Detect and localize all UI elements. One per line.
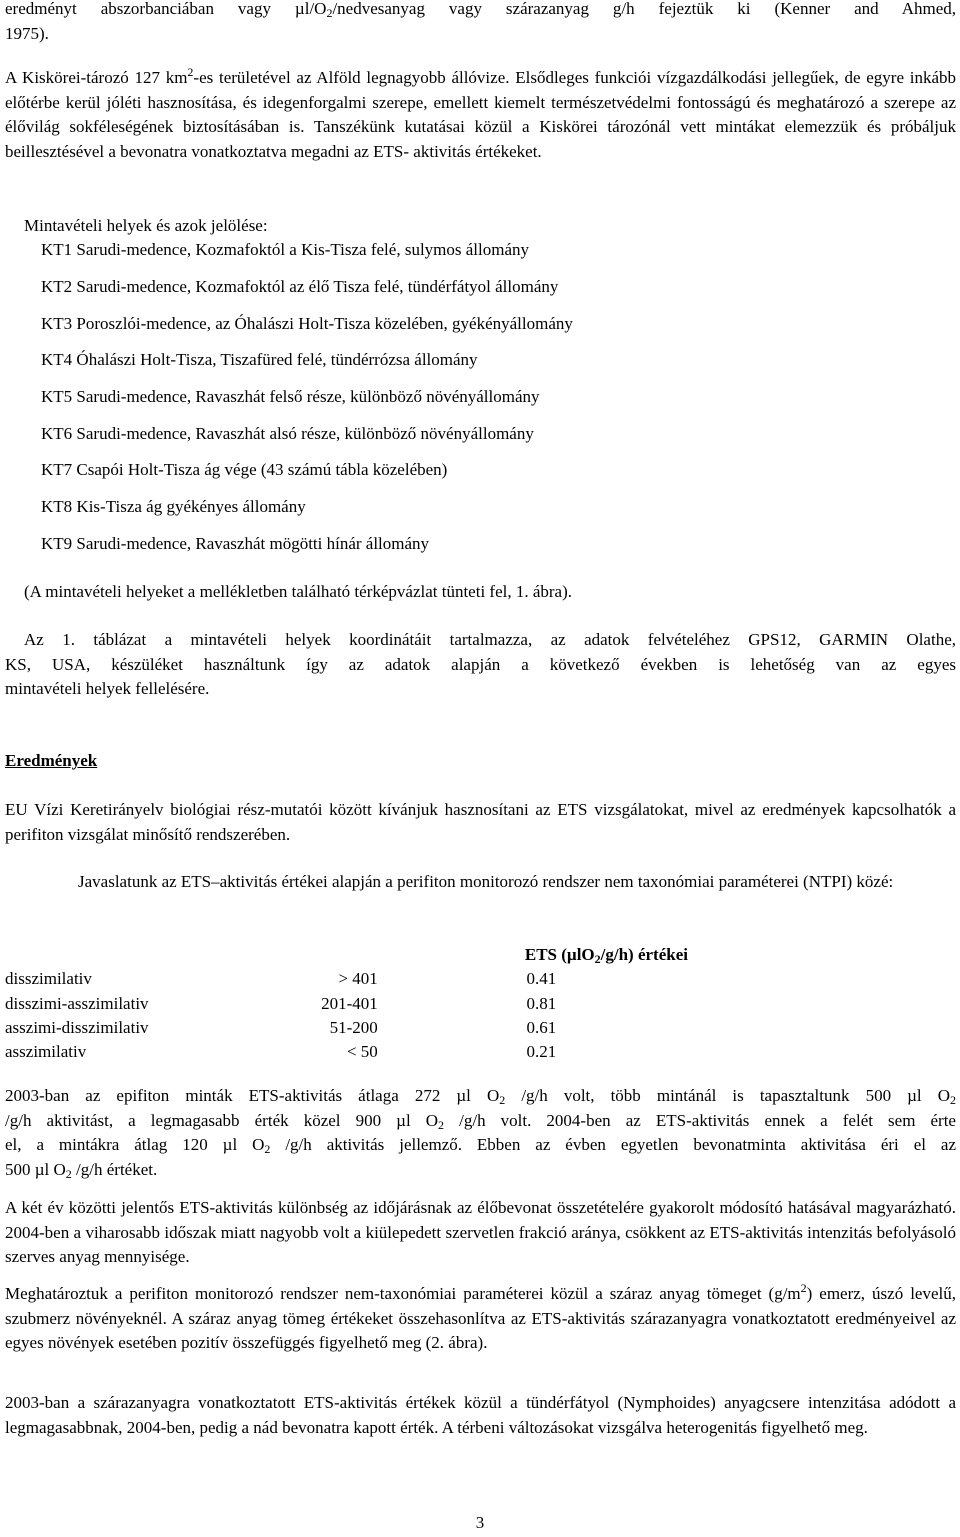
eu-paragraph: EU Vízi Keretirányelv biológiai rész-mutatói között kívánjuk hasznosítani az ETS vizsgálatokat, mivel az eredmények kapcsolhatók a perifiton vizsgálat minősítő rendszerében. [5,800,956,844]
table-cell-label: asszimilativ [5,1042,87,1062]
site-item-kt8: KT8 Kis-Tisza ág gyékényes állomány [41,497,306,516]
ets-table [5,943,705,1064]
site-item-kt7: KT7 Csapói Holt-Tisza ág vége (43 számú tábla közelében) [41,460,448,479]
table-cell-value: 0.21 [526,1042,557,1062]
site-item-kt4: KT4 Óhalászi Holt-Tisza, Tiszafüred felé, tündérrózsa állomány [41,350,478,369]
table-cell-label: asszimi-disszimilativ [5,1017,149,1037]
table-cell-range: > 401 [338,969,378,989]
section-heading: Eredmények [5,751,98,770]
site-item-kt5: KT5 Sarudi-medence, Ravaszhát felső része, különböző növényállomány [41,387,540,406]
table-row [5,1016,705,1040]
table-header: ETS (µlO$_2$/g/h) értékei [524,945,688,966]
site-item-kt3: KT3 Poroszlói-medence, az Óhalászi Holt-Tisza közelében, gyékényállomány [41,314,573,333]
table-cell-range: < 50 [346,1042,378,1062]
table-header-row [5,943,705,967]
continuation-paragraph [5,0,956,46]
text-line: el, a mintákra átlag 120 µl $O_2$ /g/h aktivitás jellemző. Ebben az évben egyetlen bevonatminta aktivitása éri el az [5,1135,956,1156]
table-cell-value: 0.41 [526,969,557,989]
table-row [5,967,705,991]
table-cell-value: 0.81 [526,993,557,1013]
page-number: 3 [475,1513,485,1532]
text-line: /g/h aktivitást, a legmagasabb érték közel 900 µl $O_2$ /g/h volt. 2004-ben az ETS-aktivitás ennek a felét sem érte [5,1110,956,1132]
sites-note: (A mintavételi helyeket a mellékletben található térképvázlat tünteti fel, 1. ábra). [24,582,573,601]
difference-paragraph: A két év közötti jelentős ETS-aktivitás különbség az időjárásnak az élőbevonat összetételére gyakorolt módosító hatásával magyarázható. 2004-ben a viharosabb időszak miatt nagyobb volt a kiülepedett szervetlen frakció aránya, csökkent az ETS-aktivitás intenzitás befolyásoló szerves anyag mennyisége. [5,1198,956,1266]
site-item-kt9: KT9 Sarudi-medence, Ravaszhát mögötti hínár állomány [41,534,430,553]
proposal-paragraph: Javaslatunk az ETS–aktivitás értékei alapján a perifiton monitorozó rendszer nem taxonómiai paraméterei (NTPI) közé: [78,872,894,891]
text-line: 2003-ban az epifiton minták ETS-aktivitás átlaga 272 µl $O_2$ /g/h volt, több mintánál is tapasztaltunk 500 µl $O_2$ [5,1086,956,1107]
table-cell-label: disszimi-asszimilativ [5,993,149,1013]
text-line: mintavételi helyek fellelésére. [5,679,210,698]
text-line: KS, USA, készüléket használtunk így az adatok alapján a következő években is lehetőség van az egyes [5,654,956,674]
text-line: eredményt abszorbanciában vagy $\mu l/O_2$/nedvesanyag vagy szárazanyag g/h fejeztük ki (Kenner and Ahmed, [5,0,956,20]
dry-matter-paragraph: Meghatároztuk a perifiton monitorozó rendszer nem-taxonómiai paraméterei közül a száraz anyag tömeget $(g/m^2)$ emerz, úszó levelű, szubmerz növényeknél. A száraz anyag tömeg értékeket összehasonlítva az ETS-aktivitás szárazanyagra vonatkoztatott eredményeivel az egyes növények esetében pozitív összefüggés figyelhető meg (2. ábra). [5,1281,956,1352]
final-paragraph: 2003-ban a szárazanyagra vonatkoztatott ETS-aktivitás értékek közül a tündérfátyol (Nymphoides) anyagcsere intenzitása adódott a legmagasabbnak, 2004-ben, pedig a nád bevonatra kapott érték. A térbeni változásokat vizsgálva heterogenitás figyelhető meg. [5,1393,956,1437]
table-row [5,1040,705,1064]
site-item-kt1: KT1 Sarudi-medence, Kozmafoktól a Kis-Tisza felé, sulymos állomány [41,240,530,259]
sites-heading: Mintavételi helyek és azok jelölése: [24,216,268,235]
text-line: Az 1. táblázat a mintavételi helyek koordinátáit tartalmazza, az adatok felvételéhez GPS12, GARMIN Olathe, [24,630,956,649]
ets-2003-paragraph [5,1084,956,1182]
table-cell-range: 51-200 [329,1017,378,1037]
table-row [5,992,705,1016]
site-item-kt2: KT2 Sarudi-medence, Kozmafoktól az élő Tisza felé, tündérfátyol állomány [41,277,559,296]
intro-paragraph: A Kiskörei-tározó 127 $km^2-es$ területével az Alföld legnagyobb állóvize. Elsődleges funkciói vízgazdálkodási jellegűek, de egyre inkább előtérbe kerül jóléti hasznosítása, és idegenforgalmi szerepe, emellett kiemelt természetvédelmi fontosságú és meghatározó a szerepe az élővilág sokféleségének biztosításában is. Tanszékünk kutatásai közül a Kiskörei tározónál vett mintákat elemezzük és próbáljuk beillesztésével a bevonatra vonatkoztatva megadni az ETS- aktivitás értékeket. [5,65,957,161]
table-cell-value: 0.61 [526,1017,557,1037]
site-item-kt6: KT6 Sarudi-medence, Ravaszhát alsó része, különböző növényállomány [41,424,534,443]
text-line: 1975). [5,23,49,43]
text-line: 500 µl $O_2$ /g/h értéket. [5,1159,158,1181]
table-cell-label: disszimilativ [5,969,92,989]
table-cell-range: 201-401 [321,993,378,1013]
gps-paragraph [5,628,956,702]
